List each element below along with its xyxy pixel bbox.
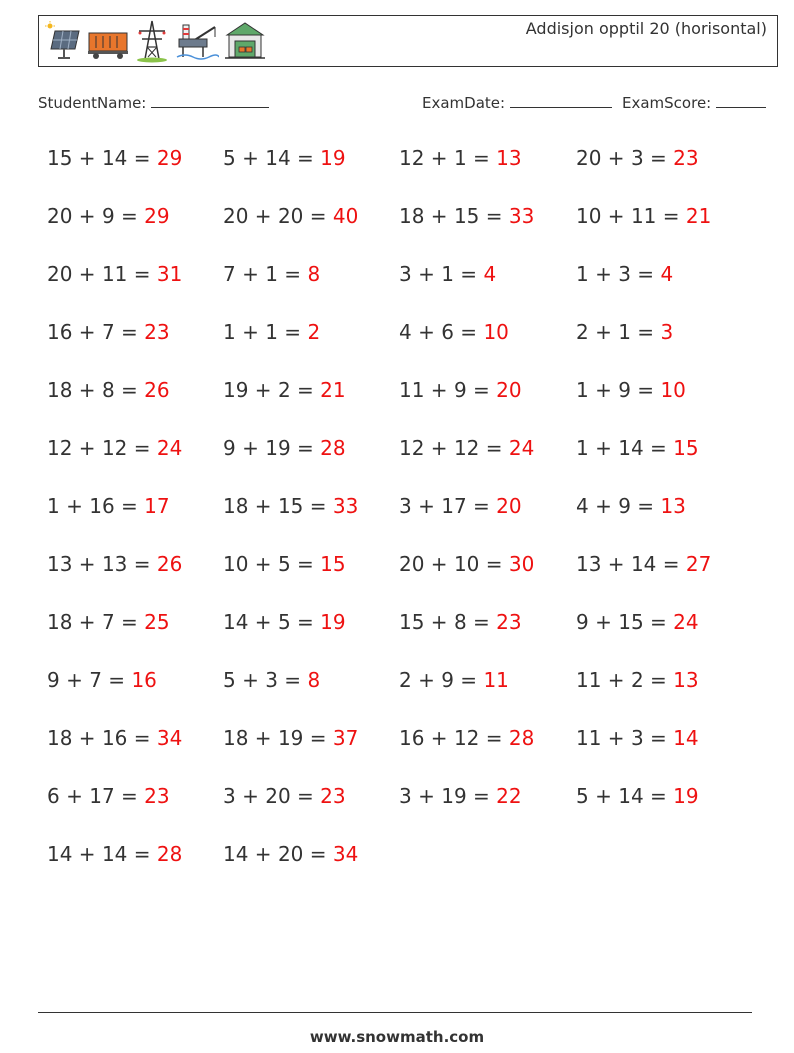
addend-a: 20 — [399, 552, 425, 576]
problem-cell: 19 + 2 = 21 — [223, 378, 346, 402]
addend-a: 20 — [223, 204, 249, 228]
answer: 22 — [496, 784, 522, 808]
problem-cell: 18 + 15 = 33 — [223, 494, 359, 518]
addend-a: 9 — [223, 436, 236, 460]
exam-score-blank[interactable] — [716, 93, 766, 108]
addend-b: 17 — [441, 494, 467, 518]
footer-url: www.snowmath.com — [309, 1028, 485, 1046]
addend-a: 7 — [223, 262, 236, 286]
addend-b: 8 — [101, 378, 115, 402]
answer: 21 — [685, 204, 712, 228]
addend-b: 16 — [101, 726, 128, 750]
addend-a: 18 — [223, 494, 249, 518]
addend-b: 19 — [265, 436, 291, 460]
problem-cell: 3 + 1 = 4 — [399, 262, 497, 286]
addend-a: 16 — [399, 726, 425, 750]
addend-a: 5 — [576, 784, 589, 808]
answer: 34 — [156, 726, 183, 750]
answer: 28 — [156, 842, 183, 866]
problem-cell: 20 + 9 = 29 — [47, 204, 170, 228]
answer: 23 — [144, 320, 170, 344]
problem-grid — [0, 140, 794, 894]
problem-cell: 14 + 20 = 34 — [223, 842, 359, 866]
addend-b: 15 — [618, 610, 644, 634]
addend-b: 14 — [101, 842, 128, 866]
problem-cell: 10 + 11 = 21 — [576, 204, 712, 228]
addend-a: 20 — [47, 262, 73, 286]
addend-a: 10 — [576, 204, 602, 228]
answer: 21 — [320, 378, 346, 402]
addend-b: 8 — [453, 610, 467, 634]
answer: 26 — [156, 552, 183, 576]
answer: 24 — [508, 436, 535, 460]
problem-cell: 2 + 9 = 11 — [399, 668, 509, 692]
answer: 4 — [660, 262, 674, 286]
problem-cell: 18 + 19 = 37 — [223, 726, 359, 750]
solar-panel-icon — [45, 21, 83, 61]
addend-b: 7 — [89, 668, 102, 692]
problem-cell: 1 + 1 = 2 — [223, 320, 321, 344]
addend-a: 4 — [399, 320, 412, 344]
addend-b: 16 — [89, 494, 115, 518]
addend-a: 1 — [576, 436, 589, 460]
addend-a: 6 — [47, 784, 60, 808]
problem-cell: 2 + 1 = 3 — [576, 320, 674, 344]
addend-a: 18 — [47, 610, 73, 634]
problem-row — [0, 778, 794, 836]
problem-row — [0, 546, 794, 604]
answer: 34 — [332, 842, 359, 866]
answer: 20 — [496, 494, 522, 518]
answer: 11 — [483, 668, 509, 692]
addend-a: 2 — [576, 320, 589, 344]
answer: 31 — [156, 262, 183, 286]
answer: 20 — [496, 378, 522, 402]
addend-b: 9 — [441, 668, 454, 692]
addend-a: 1 — [223, 320, 236, 344]
addend-a: 20 — [576, 146, 602, 170]
problem-cell: 16 + 12 = 28 — [399, 726, 535, 750]
problem-cell: 3 + 17 = 20 — [399, 494, 522, 518]
problem-cell: 20 + 10 = 30 — [399, 552, 535, 576]
addend-a: 14 — [223, 842, 249, 866]
oil-rig-icon — [175, 19, 219, 63]
answer: 27 — [685, 552, 712, 576]
answer: 15 — [673, 436, 699, 460]
problem-cell: 6 + 17 = 23 — [47, 784, 170, 808]
addend-b: 14 — [101, 146, 128, 170]
addend-b: 14 — [618, 784, 644, 808]
exam-score-label: ExamScore: — [622, 94, 712, 112]
answer: 28 — [320, 436, 346, 460]
problem-cell: 11 + 3 = 14 — [576, 726, 699, 750]
addend-b: 11 — [630, 204, 657, 228]
answer: 33 — [332, 494, 359, 518]
answer: 26 — [144, 378, 170, 402]
addend-a: 13 — [47, 552, 73, 576]
addend-b: 10 — [453, 552, 480, 576]
addend-a: 3 — [399, 494, 412, 518]
addend-a: 18 — [47, 378, 73, 402]
problem-row — [0, 836, 794, 894]
addend-a: 14 — [47, 842, 73, 866]
answer: 10 — [660, 378, 686, 402]
addend-a: 13 — [576, 552, 602, 576]
answer: 24 — [156, 436, 183, 460]
addend-b: 15 — [277, 494, 304, 518]
problem-cell: 12 + 12 = 24 — [399, 436, 535, 460]
answer: 13 — [496, 146, 522, 170]
addend-b: 20 — [265, 784, 291, 808]
answer: 23 — [496, 610, 522, 634]
problem-cell: 15 + 14 = 29 — [47, 146, 183, 170]
problem-cell: 12 + 12 = 24 — [47, 436, 183, 460]
problem-cell: 18 + 15 = 33 — [399, 204, 535, 228]
addend-b: 15 — [453, 204, 480, 228]
problem-cell: 1 + 14 = 15 — [576, 436, 699, 460]
addend-a: 5 — [223, 146, 236, 170]
addend-a: 5 — [223, 668, 236, 692]
addend-b: 14 — [618, 436, 644, 460]
problem-row — [0, 720, 794, 778]
problem-row — [0, 140, 794, 198]
student-name-label: StudentName: — [38, 94, 147, 112]
problem-cell: 14 + 14 = 28 — [47, 842, 183, 866]
addend-b: 9 — [618, 494, 631, 518]
exam-date-field[interactable] — [422, 93, 612, 112]
answer: 37 — [332, 726, 359, 750]
problem-row — [0, 604, 794, 662]
answer: 19 — [320, 146, 346, 170]
answer: 3 — [660, 320, 674, 344]
addend-a: 19 — [223, 378, 249, 402]
addend-a: 1 — [576, 378, 589, 402]
addend-a: 12 — [47, 436, 73, 460]
problem-cell: 14 + 5 = 19 — [223, 610, 346, 634]
worksheet-title: Addisjon opptil 20 (horisontal) — [525, 19, 767, 38]
addend-a: 16 — [47, 320, 73, 344]
problem-cell: 5 + 14 = 19 — [223, 146, 346, 170]
addend-a: 3 — [399, 262, 412, 286]
addend-a: 18 — [47, 726, 73, 750]
addend-b: 1 — [618, 320, 631, 344]
addend-b: 19 — [277, 726, 304, 750]
answer: 14 — [673, 726, 699, 750]
addend-a: 12 — [399, 146, 425, 170]
addend-b: 7 — [101, 610, 115, 634]
addend-a: 9 — [576, 610, 589, 634]
answer: 40 — [332, 204, 359, 228]
addend-b: 9 — [453, 378, 467, 402]
exam-date-label: ExamDate: — [422, 94, 506, 112]
student-name-blank[interactable] — [151, 93, 269, 108]
problem-cell: 13 + 13 = 26 — [47, 552, 183, 576]
addend-b: 9 — [618, 378, 631, 402]
addend-b: 6 — [441, 320, 454, 344]
freight-car-icon — [87, 21, 129, 61]
problem-cell: 15 + 8 = 23 — [399, 610, 522, 634]
addend-b: 3 — [618, 262, 631, 286]
addend-a: 18 — [399, 204, 425, 228]
addend-a: 11 — [576, 668, 602, 692]
answer: 23 — [673, 146, 699, 170]
addend-b: 14 — [630, 552, 657, 576]
problem-cell: 13 + 14 = 27 — [576, 552, 712, 576]
addend-b: 2 — [277, 378, 291, 402]
answer: 8 — [307, 668, 321, 692]
answer: 13 — [673, 668, 699, 692]
answer: 29 — [156, 146, 183, 170]
problem-cell: 3 + 19 = 22 — [399, 784, 522, 808]
addend-b: 13 — [101, 552, 128, 576]
answer: 13 — [660, 494, 686, 518]
header-icon-strip — [45, 19, 267, 63]
problem-cell: 9 + 19 = 28 — [223, 436, 346, 460]
answer: 17 — [144, 494, 170, 518]
addend-b: 1 — [453, 146, 467, 170]
problem-row — [0, 198, 794, 256]
problem-cell: 3 + 20 = 23 — [223, 784, 346, 808]
answer: 19 — [320, 610, 346, 634]
problem-row — [0, 314, 794, 372]
addend-b: 12 — [453, 726, 480, 750]
problem-cell: 9 + 15 = 24 — [576, 610, 699, 634]
addend-b: 14 — [265, 146, 291, 170]
answer: 4 — [483, 262, 497, 286]
answer: 29 — [144, 204, 170, 228]
addend-a: 10 — [223, 552, 249, 576]
problem-cell: 20 + 20 = 40 — [223, 204, 359, 228]
addend-a: 3 — [223, 784, 236, 808]
addend-b: 1 — [265, 320, 278, 344]
addend-a: 1 — [47, 494, 60, 518]
addend-b: 5 — [277, 610, 291, 634]
problem-cell: 5 + 14 = 19 — [576, 784, 699, 808]
problem-row — [0, 430, 794, 488]
addend-a: 2 — [399, 668, 412, 692]
problem-cell: 4 + 9 = 13 — [576, 494, 686, 518]
problem-cell: 11 + 9 = 20 — [399, 378, 522, 402]
problem-cell: 18 + 8 = 26 — [47, 378, 170, 402]
addend-b: 1 — [265, 262, 278, 286]
addend-a: 4 — [576, 494, 589, 518]
problem-cell: 10 + 5 = 15 — [223, 552, 346, 576]
answer: 2 — [307, 320, 321, 344]
addend-b: 3 — [265, 668, 278, 692]
problem-cell: 7 + 1 = 8 — [223, 262, 321, 286]
problem-row — [0, 372, 794, 430]
problem-row — [0, 488, 794, 546]
student-name-field[interactable] — [38, 93, 269, 112]
answer: 19 — [673, 784, 699, 808]
addend-b: 2 — [630, 668, 644, 692]
addend-b: 1 — [441, 262, 454, 286]
addend-a: 9 — [47, 668, 60, 692]
addend-b: 20 — [277, 842, 304, 866]
power-tower-icon — [133, 19, 171, 63]
answer: 23 — [144, 784, 170, 808]
addend-a: 3 — [399, 784, 412, 808]
addend-a: 15 — [47, 146, 73, 170]
answer: 23 — [320, 784, 346, 808]
answer: 28 — [508, 726, 535, 750]
addend-b: 19 — [441, 784, 467, 808]
addend-b: 3 — [630, 726, 644, 750]
problem-row — [0, 662, 794, 720]
answer: 15 — [320, 552, 346, 576]
answer: 8 — [307, 262, 321, 286]
problem-cell: 9 + 7 = 16 — [47, 668, 157, 692]
worksheet-header — [38, 15, 778, 67]
addend-a: 15 — [399, 610, 425, 634]
answer: 10 — [483, 320, 509, 344]
addend-b: 12 — [453, 436, 480, 460]
problem-cell: 1 + 16 = 17 — [47, 494, 170, 518]
problem-cell: 4 + 6 = 10 — [399, 320, 509, 344]
answer: 16 — [131, 668, 157, 692]
problem-row — [0, 256, 794, 314]
addend-a: 20 — [47, 204, 73, 228]
addend-a: 11 — [399, 378, 425, 402]
addend-a: 11 — [576, 726, 602, 750]
addend-a: 1 — [576, 262, 589, 286]
addend-b: 12 — [101, 436, 128, 460]
warehouse-icon — [223, 19, 267, 63]
problem-cell: 1 + 9 = 10 — [576, 378, 686, 402]
problem-cell: 1 + 3 = 4 — [576, 262, 674, 286]
addend-b: 5 — [277, 552, 291, 576]
problem-cell: 5 + 3 = 8 — [223, 668, 321, 692]
addend-b: 3 — [630, 146, 644, 170]
addend-a: 18 — [223, 726, 249, 750]
addend-a: 12 — [399, 436, 425, 460]
addend-a: 14 — [223, 610, 249, 634]
footer-divider — [38, 1012, 752, 1013]
exam-score-field[interactable] — [622, 93, 766, 112]
answer: 24 — [673, 610, 699, 634]
problem-cell: 18 + 16 = 34 — [47, 726, 183, 750]
problem-cell: 11 + 2 = 13 — [576, 668, 699, 692]
exam-date-blank[interactable] — [510, 93, 612, 108]
problem-cell: 20 + 3 = 23 — [576, 146, 699, 170]
problem-cell: 18 + 7 = 25 — [47, 610, 170, 634]
answer: 25 — [144, 610, 170, 634]
problem-cell: 20 + 11 = 31 — [47, 262, 183, 286]
problem-cell: 16 + 7 = 23 — [47, 320, 170, 344]
problem-cell: 12 + 1 = 13 — [399, 146, 522, 170]
addend-b: 11 — [101, 262, 128, 286]
answer: 30 — [508, 552, 535, 576]
addend-b: 7 — [101, 320, 115, 344]
addend-b: 9 — [101, 204, 115, 228]
addend-b: 20 — [277, 204, 304, 228]
answer: 33 — [508, 204, 535, 228]
addend-b: 17 — [89, 784, 115, 808]
